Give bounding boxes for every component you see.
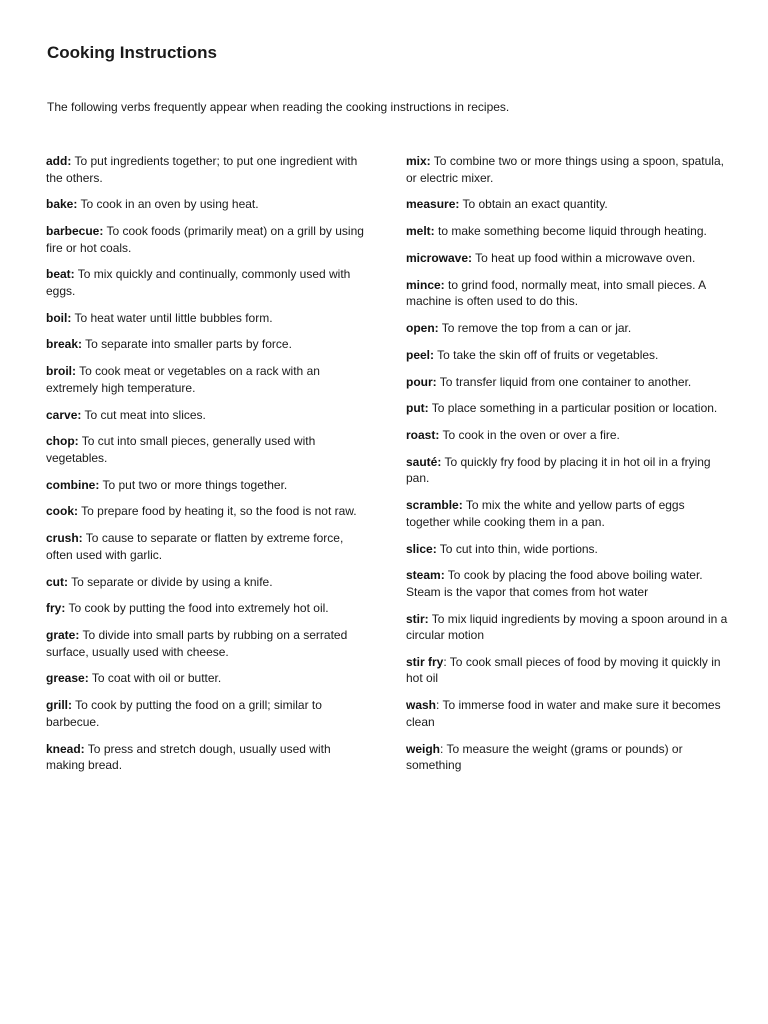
entry-term: barbecue: (46, 224, 104, 239)
entry-term: weigh (406, 741, 441, 756)
entry-term: cook: (46, 504, 79, 519)
entry-definition: To take the skin off of fruits or vegetables. (434, 347, 659, 362)
entry-term: crush: (46, 531, 83, 546)
entry-term: combine: (46, 477, 100, 492)
entry-definition: To heat up food within a microwave oven. (472, 250, 696, 265)
glossary-entry (46, 196, 371, 213)
glossary-entry (406, 347, 731, 364)
entry-definition: To mix the white and yellow parts of eggs together while cooking them in a pan. (406, 498, 685, 529)
entry-term: fry: (46, 601, 66, 616)
entry-term: chop: (46, 434, 79, 449)
glossary-entry (406, 196, 731, 213)
entry-term: grate: (46, 628, 80, 643)
glossary-entry (406, 741, 731, 774)
glossary-entry (46, 223, 371, 256)
entry-term: knead: (46, 741, 85, 756)
glossary-entry (406, 320, 731, 337)
entry-term: cut: (46, 574, 68, 589)
glossary-entry (406, 541, 731, 558)
entry-definition: To obtain an exact quantity. (459, 197, 608, 212)
glossary-entry (406, 454, 731, 487)
entry-definition: To place something in a particular position or location. (428, 401, 718, 416)
entry-term: break: (46, 337, 83, 352)
entry-definition: : To cook small pieces of food by moving it quickly in hot oil (406, 654, 721, 686)
entry-definition: To cut meat into slices. (81, 407, 206, 422)
entry-term: broil: (46, 364, 76, 379)
entry-definition: To quickly fry food by placing it in hot oil in a frying pan. (406, 454, 711, 486)
glossary-entry (406, 400, 731, 417)
entry-term: beat: (46, 267, 75, 282)
intro-text: The following verbs frequently appear when reading the cooking instructions in recipes. (47, 100, 510, 114)
entry-definition: To remove the top from a can or jar. (438, 320, 632, 335)
glossary-entry (46, 530, 371, 563)
entry-definition: To combine two or more things using a spoon, spatula, or electric mixer. (406, 154, 724, 185)
entry-definition: To mix quickly and continually, commonly used with eggs. (46, 267, 351, 298)
entry-definition: To transfer liquid from one container to another. (436, 374, 692, 389)
glossary-entry (46, 266, 371, 299)
entry-definition: To cook by putting the food into extremely hot oil. (65, 601, 329, 616)
glossary-entry (46, 627, 371, 660)
entry-term: pour: (406, 374, 437, 389)
entry-definition: To prepare food by heating it, so the food is not raw. (78, 504, 357, 519)
glossary-entry (46, 407, 371, 424)
entry-term: grease: (46, 671, 89, 686)
entry-term: peel: (406, 347, 435, 362)
glossary-entry (46, 363, 371, 396)
entry-term: boil: (46, 310, 72, 325)
entry-term: stir fry (406, 654, 444, 669)
glossary-entry (46, 670, 371, 687)
glossary-entry (406, 277, 731, 310)
entry-term: wash (406, 698, 437, 713)
page-title: Cooking Instructions (47, 43, 217, 62)
entry-term: bake: (46, 197, 78, 212)
entry-term: open: (406, 320, 439, 335)
entry-definition: To divide into small parts by rubbing on a serrated surface, usually used with cheese. (46, 628, 348, 659)
entry-definition: To cook in the oven or over a fire. (439, 428, 620, 443)
entry-definition: To cook by putting the food on a grill; similar to barbecue. (46, 698, 322, 729)
entry-term: roast: (406, 428, 440, 443)
glossary-entry (46, 503, 371, 520)
glossary-entry (46, 600, 371, 617)
glossary-entry (406, 374, 731, 391)
entry-definition: To cook meat or vegetables on a rack with an extremely high temperature. (46, 364, 320, 395)
glossary-entry (46, 477, 371, 494)
entry-definition: To heat water until little bubbles form. (71, 310, 273, 325)
entry-term: slice: (406, 541, 437, 556)
right-column (406, 153, 731, 784)
glossary-entry (46, 574, 371, 591)
entry-term: melt: (406, 224, 435, 239)
entry-definition: To coat with oil or butter. (88, 671, 222, 686)
glossary-entry (46, 433, 371, 466)
entry-term: steam: (406, 568, 445, 583)
glossary-entry (46, 741, 371, 774)
entry-term: measure: (406, 197, 460, 212)
entry-term: mix: (406, 154, 431, 168)
entry-term: put: (406, 401, 429, 416)
entry-definition: To separate into smaller parts by force. (82, 337, 292, 352)
entry-term: stir: (406, 611, 429, 626)
glossary-entry (406, 250, 731, 267)
entry-definition: To press and stretch dough, usually used with making bread. (46, 741, 331, 773)
glossary-entry (406, 427, 731, 444)
glossary-entry (46, 153, 371, 186)
entry-definition: To cause to separate or flatten by extreme force, often used with garlic. (46, 531, 344, 562)
entry-definition: to make something become liquid through heating. (434, 224, 707, 239)
entry-term: sauté: (406, 454, 442, 469)
entry-term: scramble: (406, 498, 463, 513)
entry-term: grill: (46, 698, 72, 713)
entry-definition: To cut into thin, wide portions. (436, 541, 598, 556)
glossary-entry (406, 567, 731, 600)
glossary-entry (406, 497, 731, 530)
glossary-entry (406, 697, 731, 730)
glossary-entry (46, 310, 371, 327)
glossary-entry (46, 336, 371, 353)
entry-definition: To cook in an oven by using heat. (77, 197, 259, 212)
glossary-entry (406, 153, 731, 186)
entry-definition: to grind food, normally meat, into small pieces. A machine is often used to do this. (406, 277, 706, 309)
entry-term: add: (46, 154, 72, 168)
glossary-entry (406, 223, 731, 240)
entry-definition: To mix liquid ingredients by moving a spoon around in a circular motion (406, 611, 728, 643)
glossary-entry (46, 697, 371, 730)
entry-definition: : To immerse food in water and make sure it becomes clean (406, 698, 721, 729)
entry-definition: To cook foods (primarily meat) on a grill by using fire or hot coals. (46, 224, 364, 255)
entry-term: mince: (406, 277, 445, 292)
entry-term: carve: (46, 407, 82, 422)
entry-definition: To cut into small pieces, generally used with vegetables. (46, 434, 316, 465)
glossary-entry (406, 654, 731, 687)
glossary-entry (406, 611, 731, 644)
entry-definition: To cook by placing the food above boiling water. Steam is the vapor that comes from hot water (406, 568, 703, 599)
entry-term: microwave: (406, 250, 473, 265)
entry-definition: To put ingredients together; to put one ingredient with the others. (46, 154, 358, 185)
entry-definition: To put two or more things together. (99, 477, 288, 492)
left-column (46, 153, 371, 784)
entry-definition: : To measure the weight (grams or pounds) or something (406, 741, 683, 773)
entry-definition: To separate or divide by using a knife. (68, 574, 273, 589)
